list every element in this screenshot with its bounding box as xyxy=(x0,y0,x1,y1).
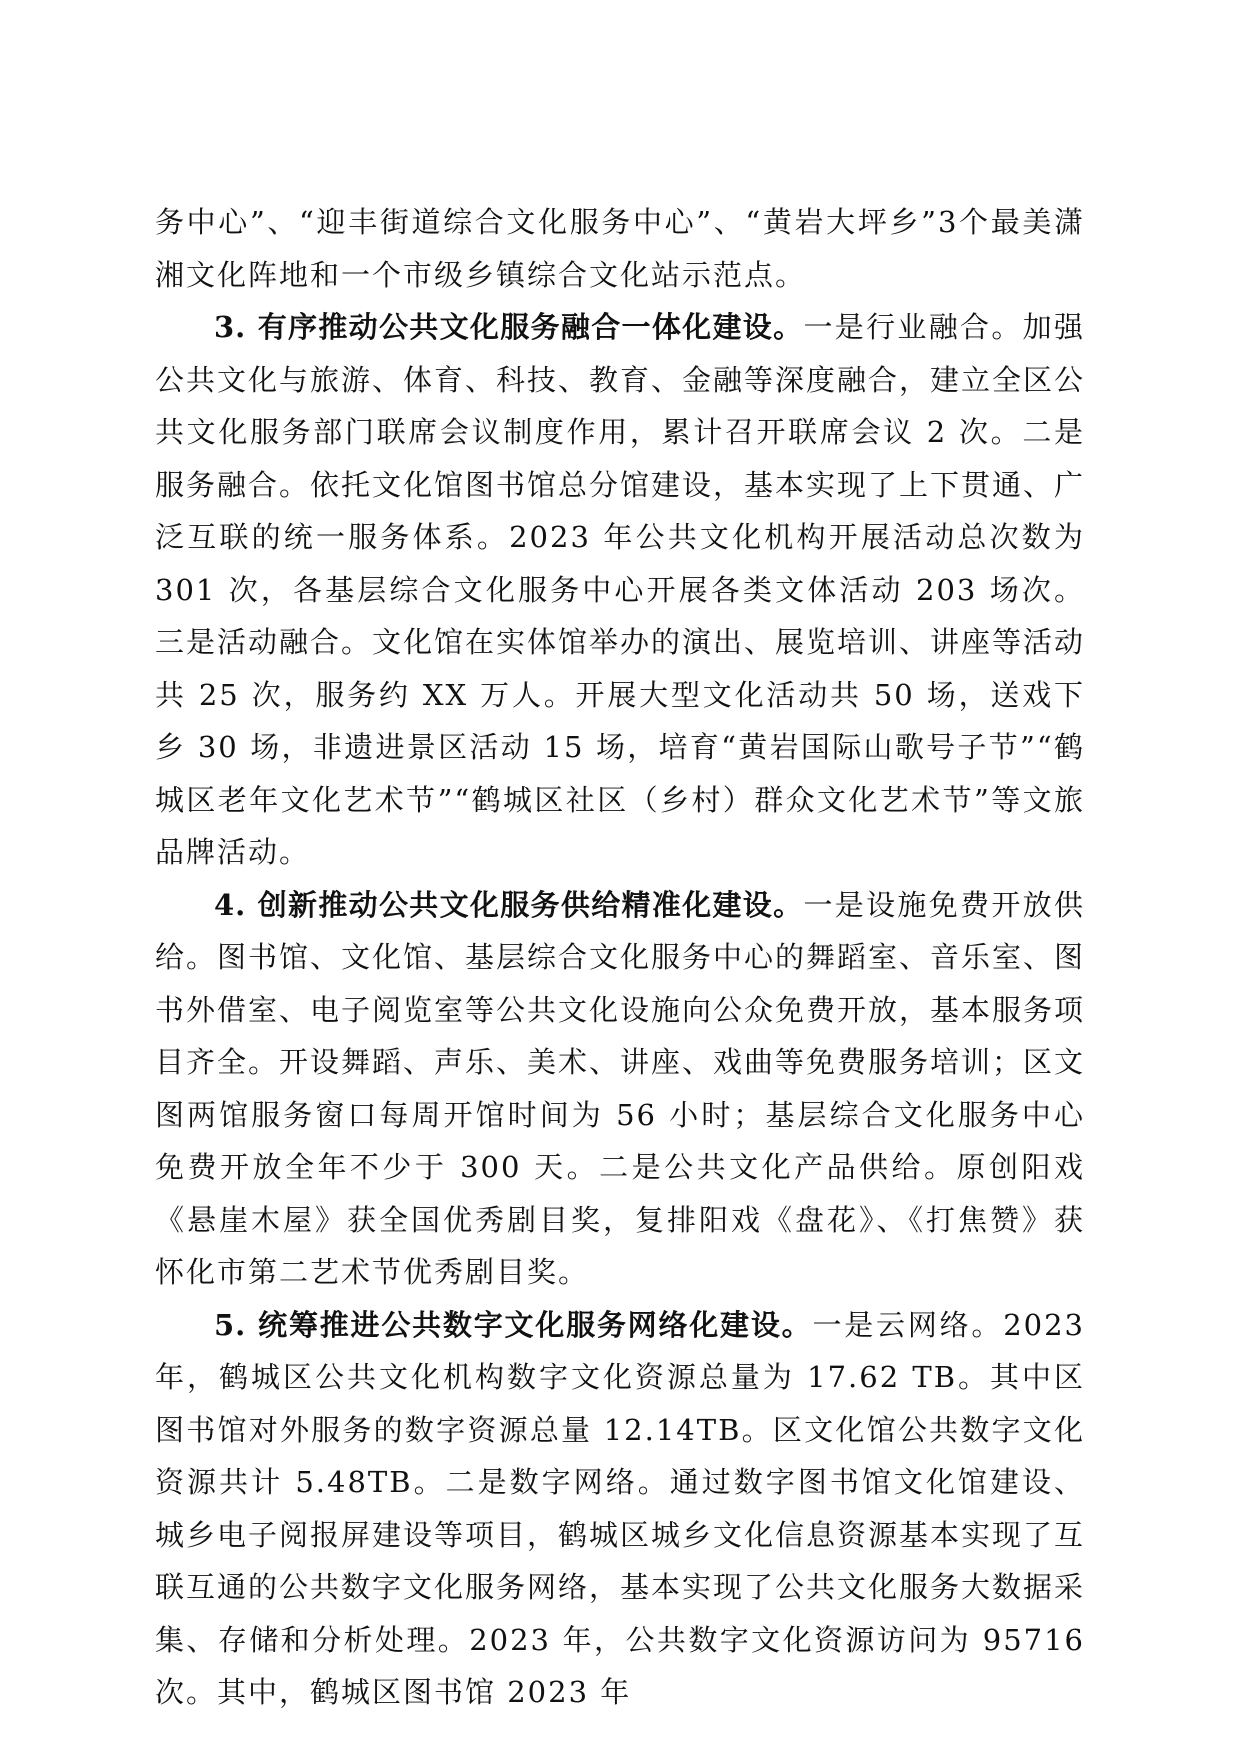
section-heading: 4. 创新推动公共文化服务供给精准化建设。 xyxy=(214,887,804,922)
paragraph-body: 一是行业融合。加强公共文化与旅游、体育、科技、教育、金融等深度融合，建立全区公共文化服务部门联席会议制度作用，累计召开联席会议 2 次。二是服务融合。依托文化馆图书馆总分馆建设，基本实现了上下贯通、广泛互联的统一服务体系。2023 年公共文化机构开展活动总次数为 301 次，各基层综合文化服务中心开展各类文体活动 203 场次。三是活动融合。文化馆在实体馆举办的演出、展览培训、讲座等活动共 25 次，服务约 XX 万人。开展大型文化活动共 50 场，送戏下乡 30 场，非遗进景区活动 15 场，培育“黄岩国际山歌号子节”“鹤城区老年文化艺术节”“鹤城区社区（乡村）群众文化艺术节”等文旅品牌活动。 xyxy=(155,310,1086,869)
paragraph-section-3 xyxy=(155,301,1085,879)
paragraph-section-4 xyxy=(155,879,1085,1299)
document-body xyxy=(155,196,1085,1719)
section-heading: 3. 有序推动公共文化服务融合一体化建设。 xyxy=(214,310,804,344)
paragraph-section-5 xyxy=(155,1299,1085,1719)
section-heading: 5. 统筹推进公共数字文化服务网络化建设。 xyxy=(214,1307,813,1342)
paragraph-body: 一是设施免费开放供给。图书馆、文化馆、基层综合文化服务中心的舞蹈室、音乐室、图书外借室、电子阅览室等公共文化设施向公众免费开放，基本服务项目齐全。开设舞蹈、声乐、美术、讲座、戏曲等免费服务培训；区文图两馆服务窗口每周开馆时间为 56 小时；基层综合文化服务中心免费开放全年不少于 300 天。二是公共文化产品供给。原创阳戏《悬崖木屋》获全国优秀剧目奖，复排阳戏《盘花》、《打焦赞》获怀化市第二艺术节优秀剧目奖。 xyxy=(155,887,1086,1289)
paragraph-body: 一是云网络。2023 年，鹤城区公共文化机构数字文化资源总量为 17.62 TB。其中区图书馆对外服务的数字资源总量 12.14TB。区文化馆公共数字文化资源共计 5.48TB。二是数字网络。通过数字图书馆文化馆建设、城乡电子阅报屏建设等项目，鹤城区城乡文化信息资源基本实现了互联互通的公共数字文化服务网络，基本实现了公共文化服务大数据采集、存储和分析处理。2023 年，公共数字文化资源访问为 95716 次。其中，鹤城区图书馆 2023 年 xyxy=(155,1307,1086,1709)
paragraph-continuation xyxy=(155,196,1085,301)
paragraph-body: 务中心”、“迎丰街道综合文化服务中心”、“黄岩大坪乡”3个最美潇湘文化阵地和一个市级乡镇综合文化站示范点。 xyxy=(155,205,1085,292)
